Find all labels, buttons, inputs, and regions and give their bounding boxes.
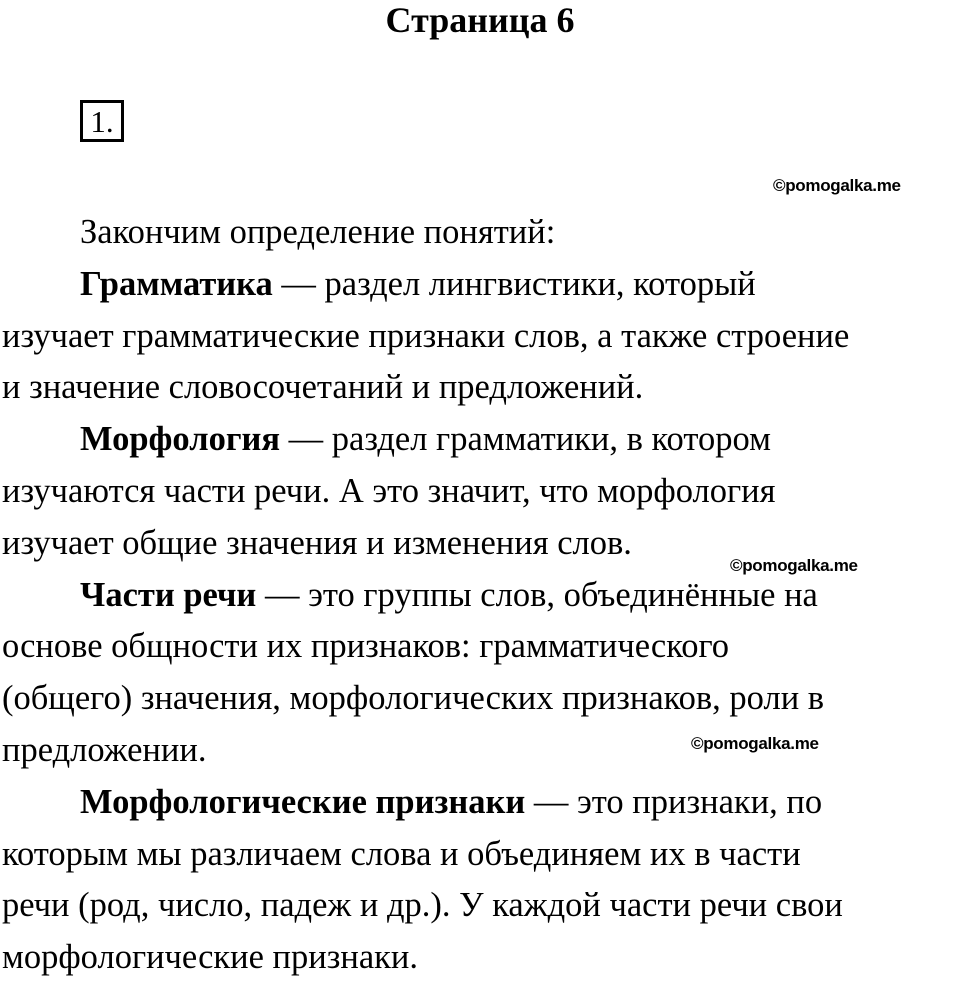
definition-line: изучает общие значения и изменения слов. <box>2 523 632 562</box>
definition-morphology <box>2 414 960 466</box>
dash: — <box>525 782 577 821</box>
watermark: ©pomogalka.me <box>730 556 858 575</box>
watermark: ©pomogalka.me <box>691 734 819 753</box>
watermark: ©pomogalka.me <box>773 176 901 195</box>
task-number-box: 1. <box>80 100 124 142</box>
dash: — <box>256 575 309 614</box>
definition-parts-of-speech <box>2 570 960 622</box>
dash: — <box>280 420 332 459</box>
dash: — <box>272 264 325 303</box>
definition-line: основе общности их признаков: грамматического <box>2 627 729 666</box>
definition-line: предложении. <box>2 730 207 769</box>
definitions-text <box>2 207 960 984</box>
intro-line: Закончим определение понятий: <box>80 213 556 251</box>
definition-grammar <box>2 259 960 311</box>
definition-morphological-features <box>2 777 960 829</box>
definition-line: речи (род, число, падеж и др.). У каждой части речи свои <box>2 886 843 925</box>
definition-line: (общего) значения, морфологических признаков, роли в <box>2 679 825 718</box>
definition-line: изучаются части речи. А это значит, что морфология <box>2 471 776 510</box>
page-title: Страница 6 <box>385 0 575 40</box>
definition-line: и значение словосочетаний и предложений. <box>2 368 644 407</box>
definition-line: которым мы различаем слова и объединяем их в части <box>2 834 801 873</box>
definition-line: изучает грамматические признаки слов, а также строение <box>2 316 850 355</box>
definition-line: это группы слов, объединённые на <box>308 575 818 614</box>
term-grammar: Грамматика <box>80 264 273 303</box>
term-parts-of-speech: Части речи <box>80 575 257 614</box>
definition-line: раздел лингвистики, который <box>324 264 756 303</box>
term-morphology: Морфология <box>80 420 281 459</box>
definition-line: это признаки, по <box>577 782 823 821</box>
definition-line: раздел грамматики, в котором <box>331 420 771 459</box>
term-morphological-features: Морфологические признаки <box>80 782 526 821</box>
definition-line: морфологические признаки. <box>2 938 418 977</box>
